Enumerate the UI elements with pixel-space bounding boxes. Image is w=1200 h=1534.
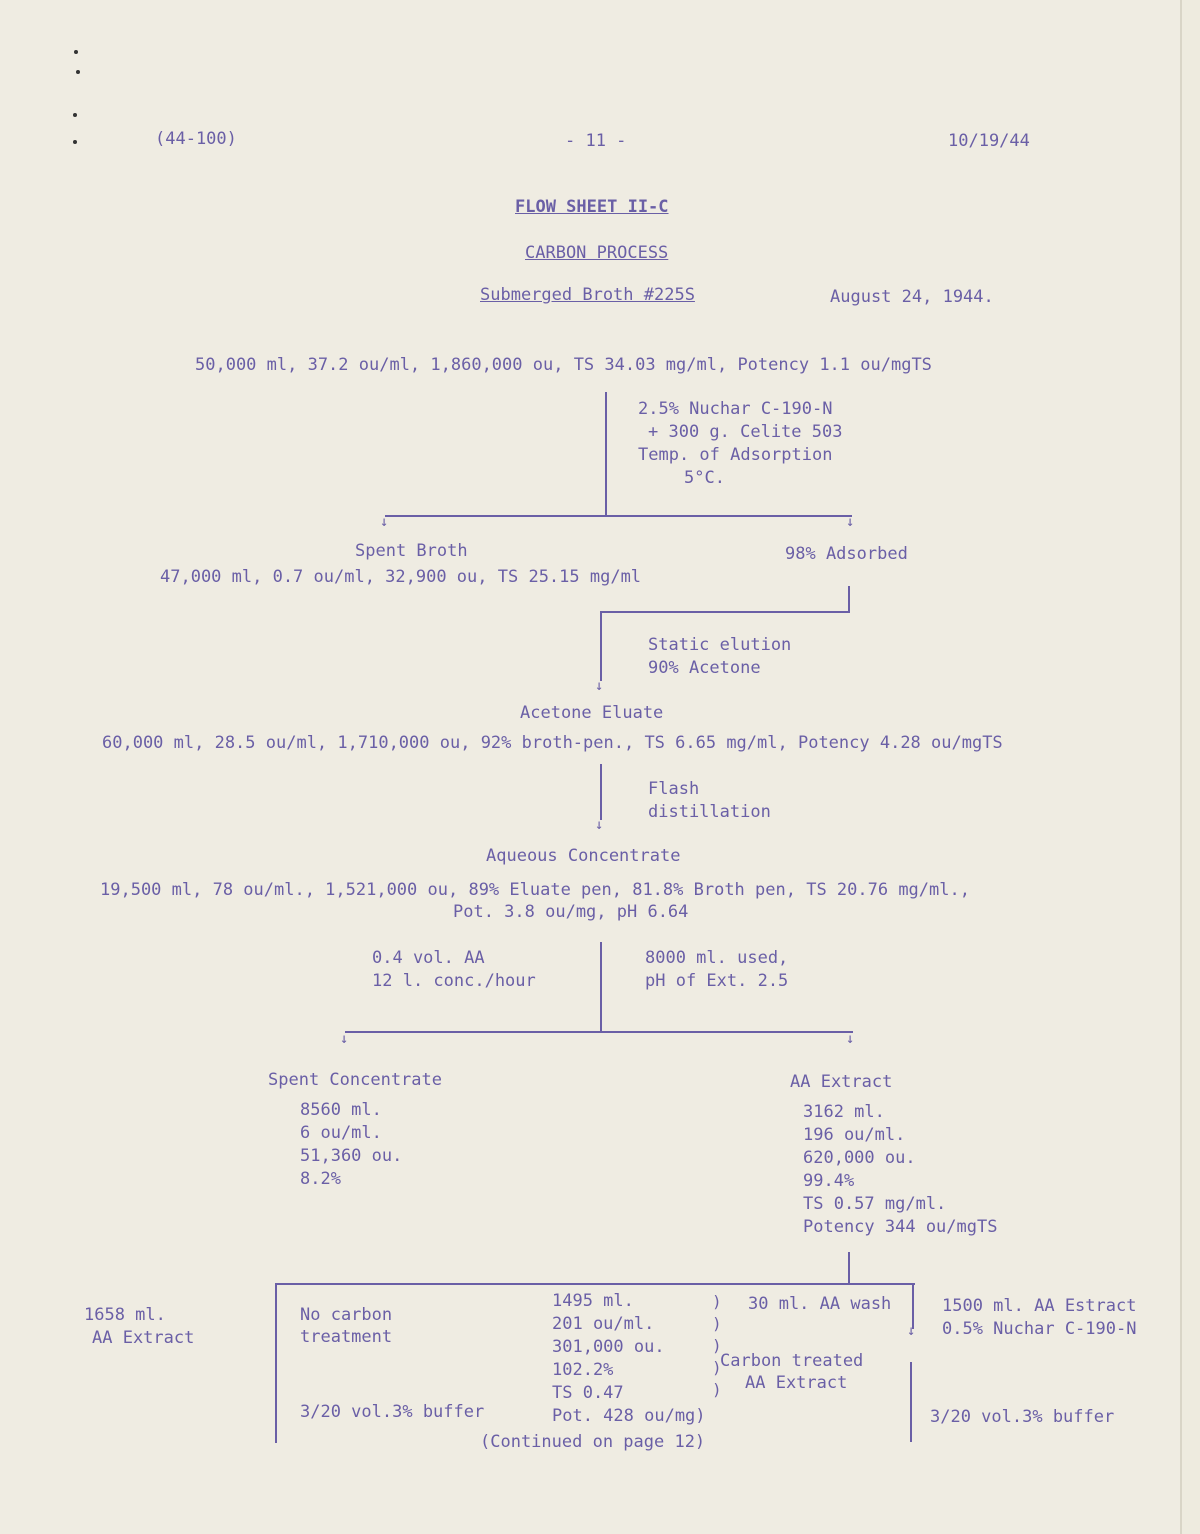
brace-mark: ) ) ) ) ) — [712, 1292, 722, 1399]
punch-mark — [73, 113, 77, 117]
adsorption-step: 2.5% Nuchar C-190-N — [638, 399, 833, 419]
distillation-step: distillation — [648, 802, 771, 822]
aa-extract-value: Potency 344 ou/mgTS — [803, 1217, 998, 1237]
concentrate-values: Pot. 3.8 ou/mg, pH 6.64 — [453, 902, 689, 922]
flow-line — [600, 611, 602, 681]
treated-value: 102.2% — [552, 1360, 614, 1380]
arrow-down-icon: ↓ — [907, 1323, 916, 1339]
flow-line — [910, 1362, 912, 1442]
source-date: August 24, 1944. — [830, 287, 994, 307]
doc-number: (44-100) — [155, 129, 237, 149]
flow-line — [605, 392, 607, 516]
spent-concentrate-label: Spent Concentrate — [268, 1070, 442, 1090]
spent-concentrate-value: 8.2% — [300, 1169, 341, 1189]
extraction-note: 12 l. conc./hour — [372, 971, 536, 991]
spent-concentrate-value: 51,360 ou. — [300, 1146, 403, 1166]
treated-value: 201 ou/ml. — [552, 1314, 655, 1334]
buffer-note-right: 3/20 vol.3% buffer — [930, 1407, 1115, 1427]
arrow-down-icon: ↓ — [380, 514, 389, 530]
arrow-down-icon: ↓ — [595, 678, 604, 694]
split-line — [275, 1283, 915, 1285]
punch-mark — [73, 140, 77, 144]
flow-line — [848, 586, 850, 612]
flow-line — [600, 764, 602, 820]
page-number: - 11 - — [565, 131, 627, 151]
concentrate-values: 19,500 ml, 78 ou/ml., 1,521,000 ou, 89% Eluate pen, 81.8% Broth pen, TS 20.76 mg/ml., — [100, 880, 970, 900]
treated-value: 301,000 ou. — [552, 1337, 665, 1357]
doc-date: 10/19/44 — [948, 131, 1030, 151]
buffer-note-left: 3/20 vol.3% buffer — [300, 1402, 485, 1422]
aa-extract-value: 99.4% — [803, 1171, 855, 1191]
page-subtitle: CARBON PROCESS — [525, 243, 669, 263]
split-line — [345, 1031, 853, 1033]
elution-step: 90% Acetone — [648, 658, 761, 678]
aa-extract-value: 196 ou/ml. — [803, 1125, 906, 1145]
treated-value: Pot. 428 ou/mg) — [552, 1406, 706, 1426]
arrow-down-icon: ↓ — [340, 1031, 349, 1047]
aa-extract-value: TS 0.57 mg/ml. — [803, 1194, 947, 1214]
extraction-note: 8000 ml. used, — [645, 948, 789, 968]
flow-line — [600, 942, 602, 1032]
extraction-note: 0.4 vol. AA — [372, 948, 485, 968]
arrow-down-icon: ↓ — [846, 514, 855, 530]
adsorption-step: + 300 g. Celite 503 — [648, 422, 843, 442]
right-note: 1500 ml. AA Estract — [942, 1296, 1137, 1316]
page-title: FLOW SHEET II-C — [515, 197, 669, 217]
left-note: 1658 ml. — [84, 1305, 166, 1325]
spent-broth-values: 47,000 ml, 0.7 ou/ml, 32,900 ou, TS 25.15 mg/ml — [160, 567, 642, 587]
flow-line — [600, 611, 850, 613]
aa-extract-label: AA Extract — [790, 1072, 893, 1092]
arrow-down-icon: ↓ — [595, 817, 604, 833]
treated-value: TS 0.47 — [552, 1383, 624, 1403]
spent-broth-label: Spent Broth — [355, 541, 468, 561]
distillation-step: Flash — [648, 779, 700, 799]
wash-note: 30 ml. AA wash — [748, 1294, 892, 1314]
aa-extract-value: 620,000 ou. — [803, 1148, 916, 1168]
carbon-treated-label: AA Extract — [745, 1373, 848, 1393]
starting-broth: 50,000 ml, 37.2 ou/ml, 1,860,000 ou, TS 34.03 mg/ml, Potency 1.1 ou/mgTS — [195, 355, 932, 375]
carbon-treated-label: Carbon treated — [720, 1351, 864, 1371]
right-note: 0.5% Nuchar C-190-N — [942, 1319, 1137, 1339]
eluate-values: 60,000 ml, 28.5 ou/ml, 1,710,000 ou, 92% broth-pen., TS 6.65 mg/ml, Potency 4.28 ou/mgTS — [102, 733, 1003, 753]
spent-concentrate-value: 8560 ml. — [300, 1100, 382, 1120]
punch-mark — [76, 70, 80, 74]
arrow-down-icon: ↓ — [846, 1031, 855, 1047]
flow-line — [275, 1283, 277, 1443]
adsorption-step: 5°C. — [684, 468, 725, 488]
treated-value: 1495 ml. — [552, 1291, 634, 1311]
no-carbon-label: No carbon — [300, 1305, 393, 1325]
elution-step: Static elution — [648, 635, 792, 655]
left-note: AA Extract — [92, 1328, 195, 1348]
split-line — [385, 515, 852, 517]
extraction-note: pH of Ext. 2.5 — [645, 971, 789, 991]
no-carbon-label: treatment — [300, 1327, 393, 1347]
punch-mark — [74, 50, 78, 54]
source-label: Submerged Broth #225S — [480, 285, 695, 305]
flow-line — [848, 1252, 850, 1284]
adsorption-step: Temp. of Adsorption — [638, 445, 833, 465]
adsorbed-label: 98% Adsorbed — [785, 544, 908, 564]
aa-extract-value: 3162 ml. — [803, 1102, 885, 1122]
eluate-label: Acetone Eluate — [520, 703, 664, 723]
concentrate-label: Aqueous Concentrate — [486, 846, 681, 866]
continued-note: (Continued on page 12) — [480, 1432, 706, 1452]
spent-concentrate-value: 6 ou/ml. — [300, 1123, 382, 1143]
